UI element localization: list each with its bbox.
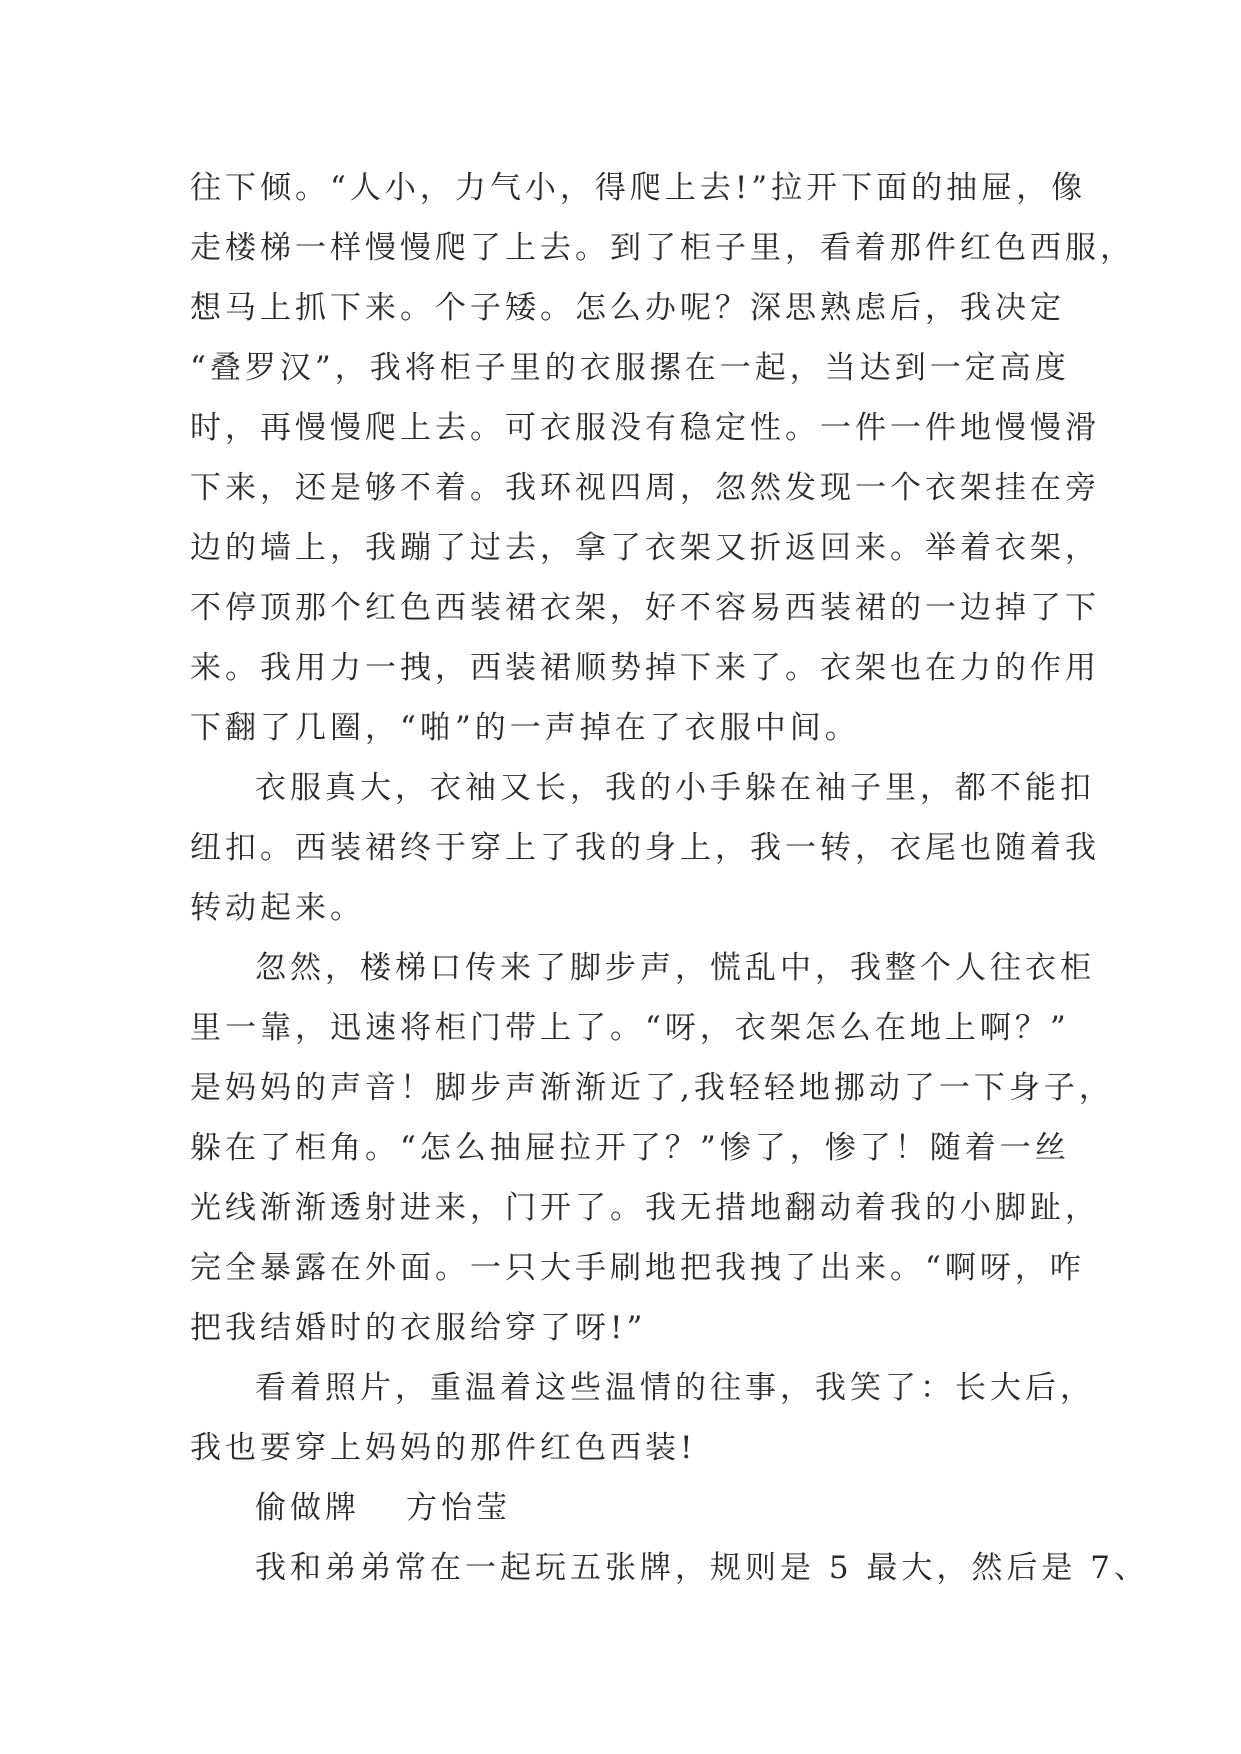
paragraph-line: 我也要穿上妈妈的那件红色西装! (190, 1430, 697, 1466)
paragraph-line: 来。我用力一拽，西装裙顺势掉下来了。衣架也在力的作用 (190, 650, 1100, 686)
document-body (190, 158, 1150, 1598)
paragraph-line: 把我结婚时的衣服给穿了呀!” (190, 1310, 647, 1346)
essay-author: 方怡莹 (406, 1490, 511, 1526)
paragraph-line: 光线渐渐透射进来，门开了。我无措地翻动着我的小脚趾， (190, 1190, 1100, 1226)
essay-title: 偷做牌 (255, 1490, 360, 1526)
paragraph-line: 里一靠，迅速将柜门带上了。“呀，衣架怎么在地上啊？” (190, 1010, 1070, 1046)
paragraph-line: 是妈妈的声音！脚步声渐渐近了,我轻轻地挪动了一下身子， (190, 1070, 1114, 1106)
paragraph-line: 看着照片，重温着这些温情的往事，我笑了：长大后， (255, 1370, 1095, 1406)
paragraph-line: 边的墙上，我蹦了过去，拿了衣架又折返回来。举着衣架， (190, 530, 1100, 566)
paragraph-line: 躲在了柜角。“怎么抽屉拉开了？”惨了，惨了！随着一丝 (190, 1130, 1070, 1166)
paragraph-line: 想马上抓下来。个子矮。怎么办呢？深思熟虑后，我决定 (190, 290, 1065, 326)
paragraph-line: 走楼梯一样慢慢爬了上去。到了柜子里，看着那件红色西服， (190, 230, 1135, 266)
paragraph-line: 忽然，楼梯口传来了脚步声，慌乱中，我整个人往衣柜 (255, 950, 1095, 986)
paragraph-line: 不停顶那个红色西装裙衣架，好不容易西装裙的一边掉了下 (190, 590, 1100, 626)
paragraph-line: 纽扣。西装裙终于穿上了我的身上，我一转，衣尾也随着我 (190, 830, 1100, 866)
paragraph-line: 转动起来。 (190, 890, 365, 926)
paragraph-line: “叠罗汉”，我将柜子里的衣服摞在一起，当达到一定高度 (190, 350, 1070, 386)
paragraph-line: 完全暴露在外面。一只大手刷地把我拽了出来。“啊呀，咋 (190, 1250, 1085, 1286)
paragraph-line: 往下倾。“人小，力气小，得爬上去!”拉开下面的抽屉，像 (190, 170, 1087, 206)
essay-title-line (190, 1478, 1050, 1538)
paragraph-line: 我和弟弟常在一起玩五张牌，规则是 5 最大，然后是 7、 (255, 1550, 1150, 1586)
paragraph-line: 时，再慢慢爬上去。可衣服没有稳定性。一件一件地慢慢滑 (190, 410, 1100, 446)
paragraph-line: 下翻了几圈，“啪”的一声掉在了衣服中间。 (190, 710, 860, 746)
paragraph-line: 衣服真大，衣袖又长，我的小手躲在袖子里，都不能扣 (255, 770, 1095, 806)
paragraph-line: 下来，还是够不着。我环视四周，忽然发现一个衣架挂在旁 (190, 470, 1100, 506)
